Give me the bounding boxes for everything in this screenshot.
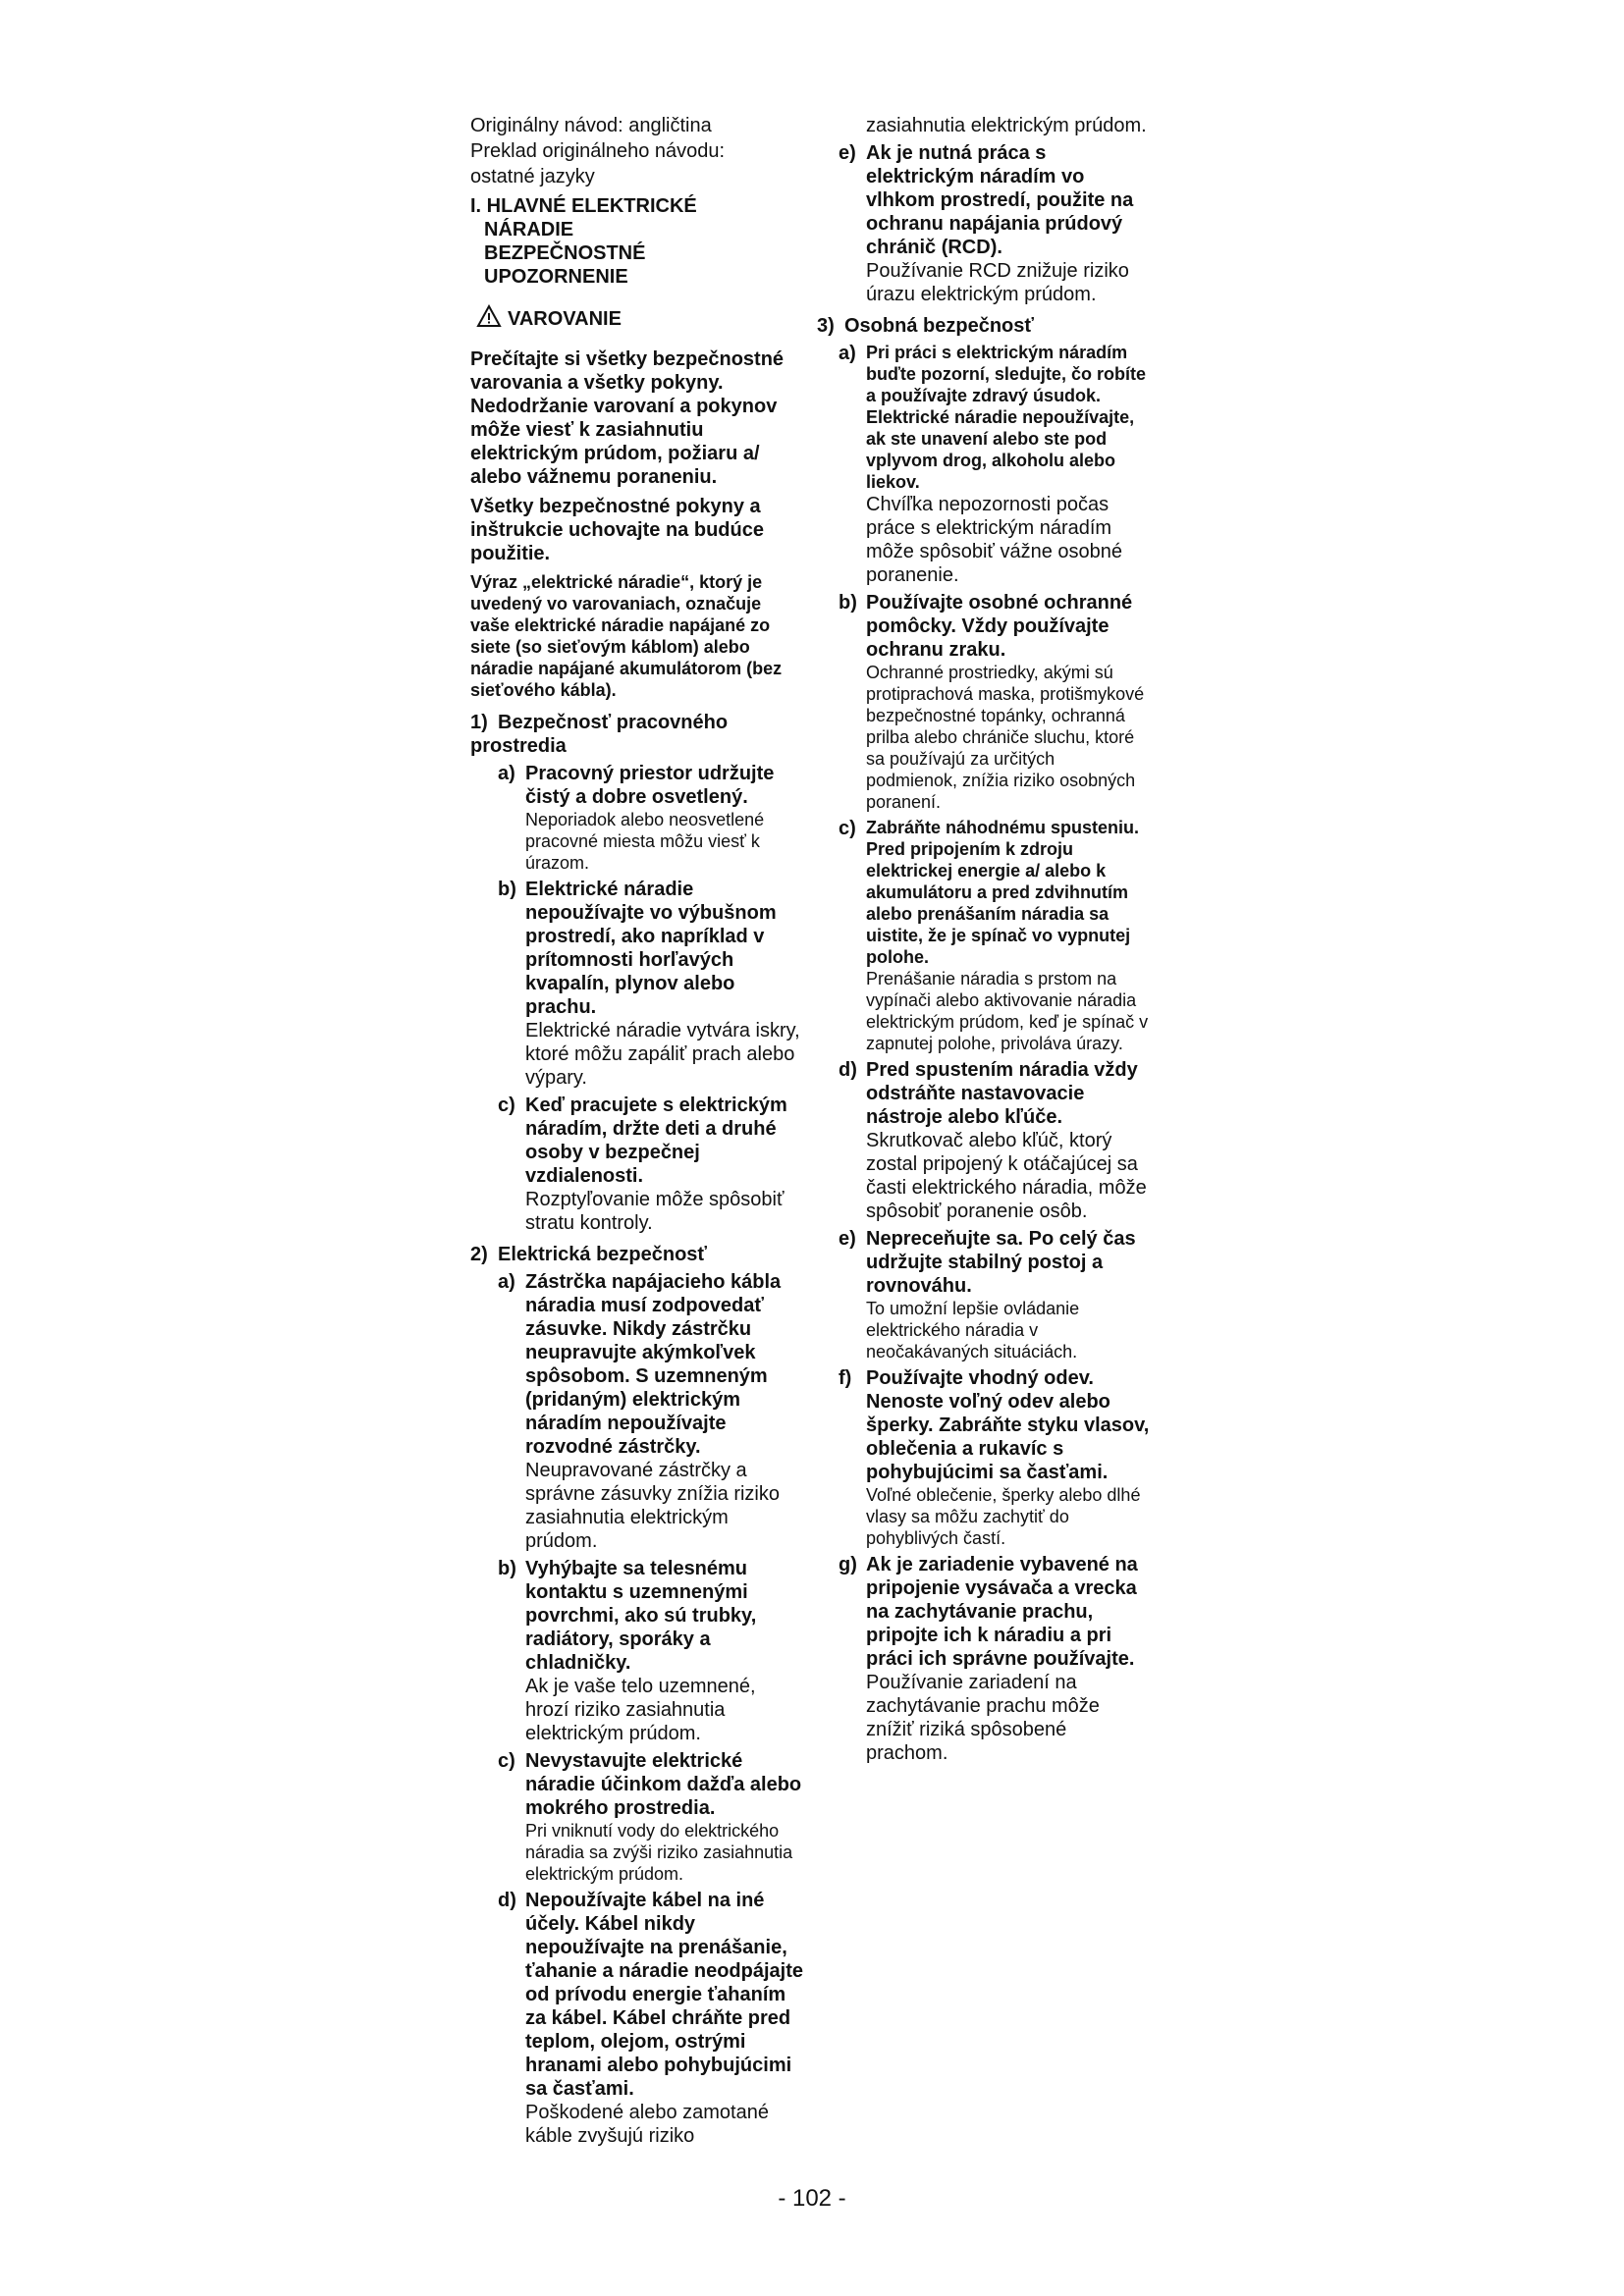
- item-label: e): [839, 142, 856, 164]
- item-description: To umožní lepšie ovládanie elektrického náradia v neočakávaných situáciách.: [866, 1299, 1080, 1362]
- left-column: [470, 114, 804, 2148]
- header-line: Preklad originálneho návodu:: [470, 140, 726, 162]
- main-heading: [470, 194, 804, 289]
- item-label: b): [498, 1558, 516, 1579]
- item-description: Používanie RCD znižuje riziko úrazu elektrickým prúdom.: [866, 260, 1129, 305]
- section-heading: [817, 314, 1151, 338]
- continuation-text: zasiahnutia elektrickým prúdom.: [866, 115, 1147, 136]
- item-title: Nevystavujte elektrické náradie účinkom dažďa alebo mokrého prostredia.: [525, 1750, 802, 1819]
- right-column: [817, 114, 1151, 1765]
- warning-triangle-icon: [476, 304, 502, 334]
- item-description: Používanie zariadení na zachytávanie prachu môže znížiť riziká spôsobené prachom.: [866, 1672, 1100, 1764]
- list-item: [470, 1270, 804, 1553]
- item-label: c): [498, 1095, 515, 1116]
- item-label: e): [839, 1228, 856, 1250]
- item-label: a): [498, 1271, 515, 1293]
- section-number: 2): [470, 1244, 488, 1265]
- item-description: Skrutkovač alebo kľúč, ktorý zostal pripojený k otáčajúcej sa časti elektrického náradia, môže spôsobiť poranenie osôb.: [866, 1130, 1147, 1222]
- item-label: a): [498, 763, 515, 784]
- item-title: Používajte osobné ochranné pomôcky. Vždy používajte ochranu zraku.: [866, 592, 1133, 661]
- section-heading: [470, 711, 804, 758]
- section-title: Bezpečnosť pracovného prostredia: [470, 712, 729, 757]
- item-title: Vyhýbajte sa telesnému kontaktu s uzemnenými povrchmi, ako sú trubky, radiátory, sporáky a chladničky.: [525, 1558, 757, 1674]
- list-item: [817, 591, 1151, 813]
- heading-line: BEZPEČNOSTNÉ: [484, 242, 646, 264]
- item-title: Ak je zariadenie vybavené na pripojenie vysávača a vrecka na zachytávanie prachu, pripojte ich k náradiu a pri práci ich správne používajte.: [866, 1554, 1138, 1670]
- item-description: Chvíľka nepozornosti počas práce s elektrickým náradím môže spôsobiť vážne osobné poranenie.: [866, 494, 1122, 586]
- section-title: Osobná bezpečnosť: [844, 315, 1034, 337]
- heading-line: NÁRADIE: [484, 219, 574, 240]
- intro-paragraph: Prečítajte si všetky bezpečnostné varovania a všetky pokyny. Nedodržanie varovaní a pokynov môže viesť k zasiahnutiu elektrickým prúdom, požiaru a/ alebo vážnemu poraneniu.: [470, 348, 785, 488]
- section-number: 1): [470, 712, 488, 733]
- item-title: Nepoužívajte kábel na iné účely. Kábel nikdy nepoužívajte na prenášanie, ťahanie a náradie neodpájajte od prívodu energie ťahaním za kábel. Kábel chráňte pred teplom, olejom, ostrými hranami alebo pohybujúcimi sa časťami.: [525, 1890, 804, 2100]
- list-item: [817, 1553, 1151, 1765]
- item-description: Voľné oblečenie, šperky alebo dlhé vlasy sa môžu zachytiť do pohyblivých častí.: [866, 1485, 1141, 1548]
- item-description: Ak je vaše telo uzemnené, hrozí riziko zasiahnutia elektrickým prúdom.: [525, 1676, 756, 1744]
- heading-line: I. HLAVNÉ ELEKTRICKÉ: [470, 195, 697, 217]
- item-label: d): [839, 1059, 857, 1081]
- list-item: [470, 762, 804, 874]
- item-label: g): [839, 1554, 857, 1575]
- item-title: Používajte vhodný odev. Nenoste voľný odev alebo šperky. Zabráňte styku vlasov, oblečenia a rukavíc s pohybujúcimi sa časťami.: [866, 1367, 1150, 1483]
- list-item: [817, 342, 1151, 587]
- item-title: Nepreceňujte sa. Po celý čas udržujte stabilný postoj a rovnováhu.: [866, 1228, 1136, 1297]
- item-description: Elektrické náradie vytvára iskry, ktoré môžu zapáliť prach alebo výpary.: [525, 1020, 800, 1089]
- item-title: Pri práci s elektrickým náradím buďte pozorní, sledujte, čo robíte a používajte zdravý úsudok. Elektrické náradie nepoužívajte, ak ste unavení alebo ste pod vplyvom drog, alkoholu alebo liekov.: [866, 343, 1146, 492]
- header-line: Originálny návod: angličtina: [470, 115, 712, 136]
- item-label: c): [839, 818, 856, 839]
- list-item: [470, 1889, 804, 2148]
- item-label: c): [498, 1750, 515, 1772]
- warning-heading: [476, 304, 804, 334]
- heading-line: UPOZORNENIE: [484, 266, 628, 288]
- list-item: [817, 817, 1151, 1054]
- list-item: [817, 1227, 1151, 1362]
- item-title: Zabráňte náhodnému spusteniu. Pred pripojením k zdroju elektrickej energie a/ alebo k akumulátoru a pred zdvihnutím alebo prenášaním náradia sa uistite, že je spínač vo vypnutej polohe.: [866, 818, 1140, 967]
- list-item: [817, 1366, 1151, 1549]
- item-title: Pred spustením náradia vždy odstráňte nastavovacie nástroje alebo kľúče.: [866, 1059, 1138, 1128]
- item-description: Ochranné prostriedky, akými sú protiprachová maska, protišmykové bezpečnostné topánky, ochranná prilba alebo chrániče sluchu, ktoré sa používajú za určitých podmienok, znížia riziko osobných poranení.: [866, 663, 1145, 812]
- item-title: Pracovný priestor udržujte čistý a dobre osvetlený.: [525, 763, 775, 808]
- list-item: [470, 1094, 804, 1235]
- item-description: Poškodené alebo zamotané káble zvyšujú riziko: [525, 2102, 769, 2147]
- item-description: Pri vniknutí vody do elektrického náradia sa zvýši riziko zasiahnutia elektrickým prúdom.: [525, 1821, 793, 1884]
- item-description: Neupravované zástrčky a správne zásuvky znížia riziko zasiahnutia elektrickým prúdom.: [525, 1460, 780, 1552]
- item-label: b): [839, 592, 857, 614]
- item-title: Zástrčka napájacieho kábla náradia musí zodpovedať zásuvke. Nikdy zástrčku neupravujte akýmkoľvek spôsobom. S uzemneným (pridaným) elektrickým náradím nepoužívajte rozvodné zástrčky.: [525, 1271, 782, 1458]
- header-line: ostatné jazyky: [470, 166, 595, 187]
- item-description: Prenášanie náradia s prstom na vypínači alebo aktivovanie náradia elektrickým prúdom, keď je spínač v zapnutej polohe, privoláva úrazy.: [866, 969, 1149, 1053]
- item-label: b): [498, 879, 516, 900]
- intro-paragraph: Výraz „elektrické náradie“, ktorý je uvedený vo varovaniach, označuje vaše elektrické náradie napájané zo siete (so sieťovým káblom) alebo náradie napájané akumulátorom (bez sieťového kábla).: [470, 572, 783, 700]
- warning-label: VAROVANIE: [508, 308, 622, 330]
- item-description: Neporiadok alebo neosvetlené pracovné miesta môžu viesť k úrazom.: [525, 810, 765, 873]
- list-item: [817, 1058, 1151, 1223]
- section-number: 3): [817, 315, 835, 337]
- item-label: f): [839, 1367, 852, 1389]
- intro-paragraph: Všetky bezpečnostné pokyny a inštrukcie uchovajte na budúce použitie.: [470, 496, 764, 564]
- list-item: [470, 1557, 804, 1745]
- list-item: [817, 141, 1151, 306]
- page-number: - 102 -: [778, 2185, 846, 2212]
- item-description: Rozptyľovanie môže spôsobiť stratu kontroly.: [525, 1189, 785, 1234]
- section-heading: [470, 1243, 804, 1266]
- item-title: Keď pracujete s elektrickým náradím, držte deti a druhé osoby v bezpečnej vzdialenosti.: [525, 1095, 787, 1187]
- item-title: Ak je nutná práca s elektrickým náradím vo vlhkom prostredí, použite na ochranu napájania prúdový chránič (RCD).: [866, 142, 1134, 258]
- section-title: Elektrická bezpečnosť: [498, 1244, 708, 1265]
- item-title: Elektrické náradie nepoužívajte vo výbušnom prostredí, ako napríklad v prítomnosti horľavých kvapalín, plynov alebo prachu.: [525, 879, 777, 1018]
- item-label: a): [839, 343, 856, 364]
- list-item: [470, 1749, 804, 1885]
- header-note: [470, 114, 804, 188]
- list-item: [470, 878, 804, 1090]
- item-label: d): [498, 1890, 516, 1911]
